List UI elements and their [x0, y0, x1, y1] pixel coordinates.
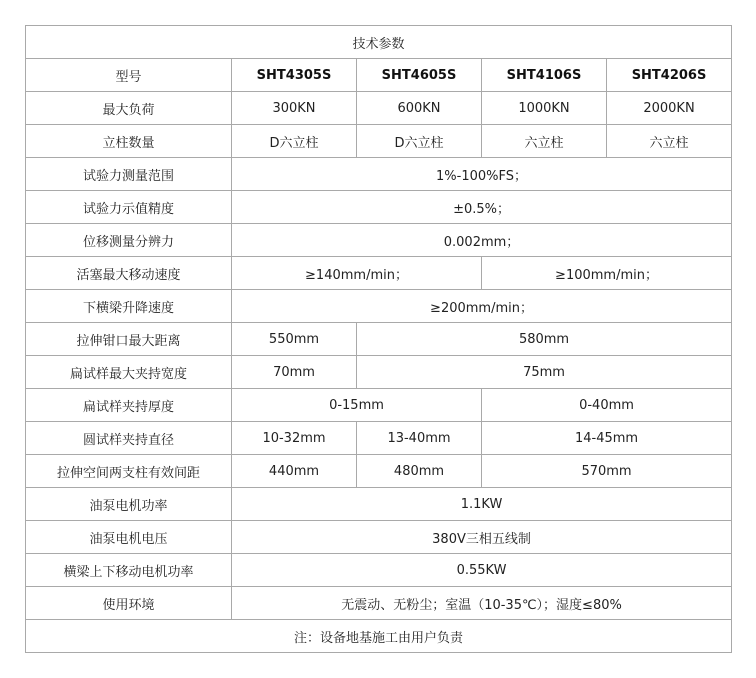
table-cell: 10-32mm — [232, 422, 357, 455]
table-cell: 1%-100%FS； — [232, 158, 732, 191]
table-row — [26, 422, 732, 455]
model-header-label: 型号 — [26, 59, 232, 92]
model-name: SHT4305S — [232, 59, 357, 92]
row-label: 最大负荷 — [26, 92, 232, 125]
table-cell: 550mm — [232, 323, 357, 356]
table-row — [26, 554, 732, 587]
table-title: 技术参数 — [26, 26, 732, 59]
row-label: 扁试样最大夹持宽度 — [26, 356, 232, 389]
row-label: 横梁上下移动电机功率 — [26, 554, 232, 587]
row-label: 活塞最大移动速度 — [26, 257, 232, 290]
table-cell: 570mm — [482, 455, 732, 488]
title-row — [26, 26, 732, 59]
table-cell: 440mm — [232, 455, 357, 488]
table-cell: 2000KN — [607, 92, 732, 125]
table-cell: 380V三相五线制 — [232, 521, 732, 554]
table-cell: 580mm — [357, 323, 732, 356]
table-row — [26, 488, 732, 521]
table-cell: 无震动、无粉尘；室温（10-35℃）；湿度≤80% — [232, 587, 732, 620]
row-label: 扁试样夹持厚度 — [26, 389, 232, 422]
row-label: 下横梁升降速度 — [26, 290, 232, 323]
row-label: 位移测量分辨力 — [26, 224, 232, 257]
table-row — [26, 389, 732, 422]
table-cell: 0-15mm — [232, 389, 482, 422]
table-row — [26, 323, 732, 356]
model-name: SHT4206S — [607, 59, 732, 92]
row-label: 拉伸空间两支柱有效间距 — [26, 455, 232, 488]
table-cell: 六立柱 — [482, 125, 607, 158]
row-label: 拉伸钳口最大距离 — [26, 323, 232, 356]
table-cell: 13-40mm — [357, 422, 482, 455]
table-row — [26, 290, 732, 323]
model-name: SHT4106S — [482, 59, 607, 92]
table-cell: 1000KN — [482, 92, 607, 125]
note-row — [26, 620, 732, 653]
table-cell: ±0.5%； — [232, 191, 732, 224]
table-row — [26, 125, 732, 158]
table-row — [26, 158, 732, 191]
table-cell: 480mm — [357, 455, 482, 488]
table-cell: 70mm — [232, 356, 357, 389]
table-cell: 75mm — [357, 356, 732, 389]
table-row — [26, 455, 732, 488]
table-row — [26, 257, 732, 290]
table-row — [26, 224, 732, 257]
table-cell: 1.1KW — [232, 488, 732, 521]
table-cell: 14-45mm — [482, 422, 732, 455]
table-cell: 0.55KW — [232, 554, 732, 587]
table-row — [26, 587, 732, 620]
table-row — [26, 191, 732, 224]
table-cell: ≥100mm/min； — [482, 257, 732, 290]
model-name: SHT4605S — [357, 59, 482, 92]
table-cell: D六立柱 — [232, 125, 357, 158]
technical-parameters-table — [25, 25, 732, 653]
row-label: 试验力示值精度 — [26, 191, 232, 224]
table-row — [26, 356, 732, 389]
table-cell: ≥200mm/min； — [232, 290, 732, 323]
table-row — [26, 92, 732, 125]
table-cell: D六立柱 — [357, 125, 482, 158]
row-label: 圆试样夹持直径 — [26, 422, 232, 455]
table-cell: 六立柱 — [607, 125, 732, 158]
table-cell: 600KN — [357, 92, 482, 125]
table-cell: ≥140mm/min； — [232, 257, 482, 290]
row-label: 使用环境 — [26, 587, 232, 620]
table-row — [26, 521, 732, 554]
row-label: 试验力测量范围 — [26, 158, 232, 191]
row-label: 油泵电机电压 — [26, 521, 232, 554]
row-label: 立柱数量 — [26, 125, 232, 158]
table-cell: 0-40mm — [482, 389, 732, 422]
footnote: 注：设备地基施工由用户负责 — [26, 620, 732, 653]
model-header-row — [26, 59, 732, 92]
table-cell: 0.002mm； — [232, 224, 732, 257]
table-cell: 300KN — [232, 92, 357, 125]
row-label: 油泵电机功率 — [26, 488, 232, 521]
